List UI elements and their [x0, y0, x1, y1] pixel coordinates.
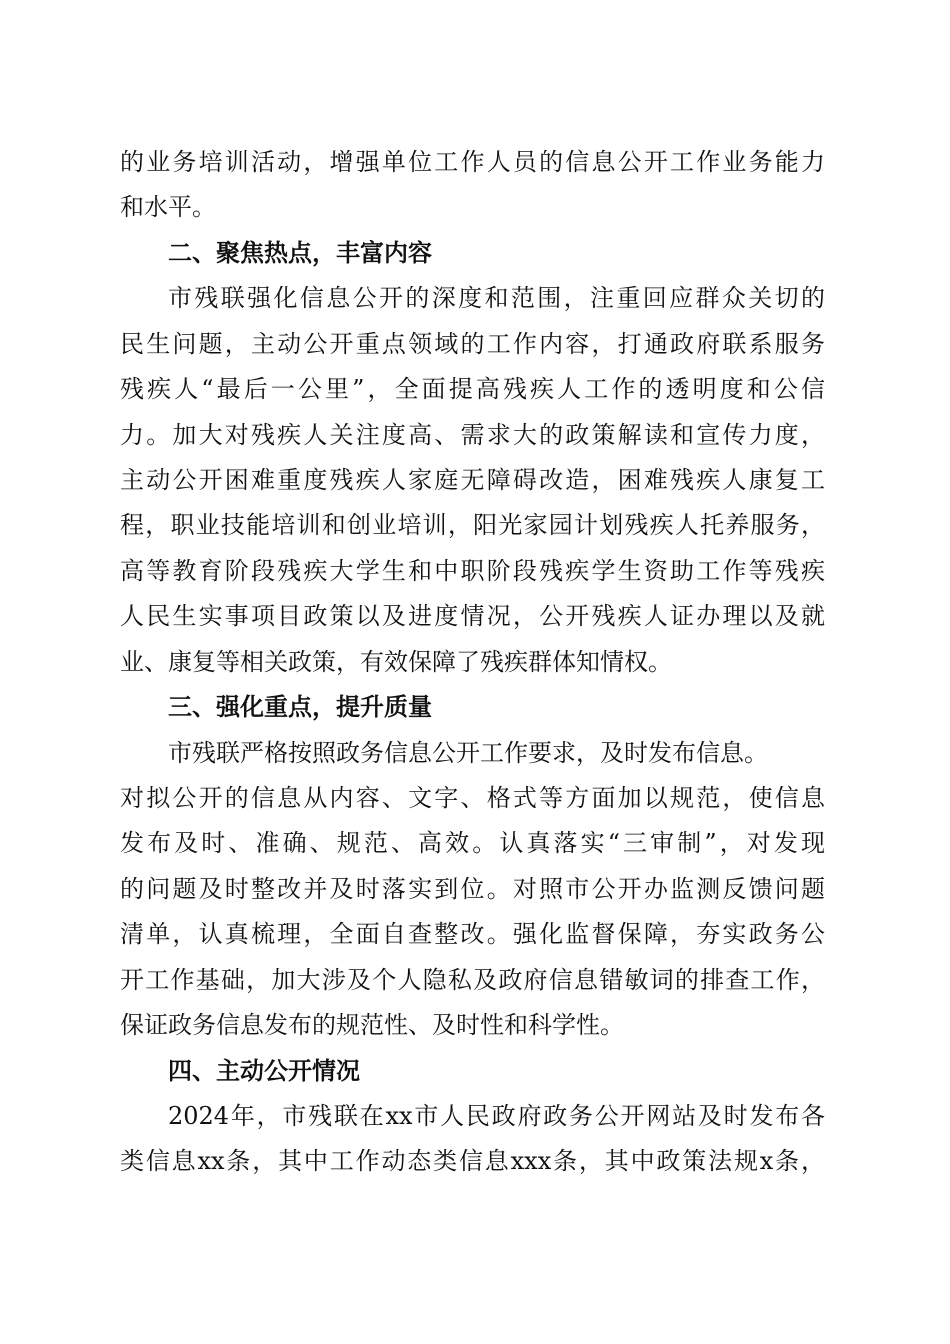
- paragraph-line: 残疾人“最后一公里”，全面提高残疾人工作的透明度和公信: [120, 375, 825, 403]
- paragraph-line: 主动公开困难重度残疾人家庭无障碍改造，困难残疾人康复工: [120, 466, 825, 494]
- section-heading: 二、聚焦热点，丰富内容: [168, 239, 432, 267]
- paragraph-line: 开工作基础，加大涉及个人隐私及政府信息错敏词的排查工作，: [120, 966, 825, 994]
- paragraph-line: 2024年，市残联在xx市人民政府政务公开网站及时发布各: [168, 1102, 825, 1130]
- paragraph-line: 清单，认真梳理，全面自查整改。强化监督保障，夯实政务公: [120, 920, 825, 948]
- paragraph-line: 市残联严格按照政务信息公开工作要求，及时发布信息。: [168, 739, 768, 767]
- paragraph-line: 对拟公开的信息从内容、文字、格式等方面加以规范，使信息: [120, 784, 825, 812]
- paragraph-line: 类信息xx条，其中工作动态类信息xxx条，其中政策法规x条，: [120, 1147, 825, 1175]
- paragraph-line: 高等教育阶段残疾大学生和中职阶段残疾学生资助工作等残疾: [120, 557, 825, 585]
- paragraph-line: 业、康复等相关政策，有效保障了残疾群体知情权。: [120, 648, 672, 676]
- section-heading: 三、强化重点，提升质量: [168, 693, 432, 721]
- paragraph-line: 和水平。: [120, 193, 216, 221]
- paragraph-line: 发布及时、准确、规范、高效。认真落实“三审制”，对发现: [120, 829, 825, 857]
- section-heading: 四、主动公开情况: [168, 1057, 360, 1085]
- paragraph-line: 人民生实事项目政策以及进度情况，公开残疾人证办理以及就: [120, 602, 825, 630]
- paragraph-line: 市残联强化信息公开的深度和范围，注重回应群众关切的: [168, 284, 825, 312]
- paragraph-line: 保证政务信息发布的规范性、及时性和科学性。: [120, 1011, 624, 1039]
- paragraph-line: 民生问题，主动公开重点领域的工作内容，打通政府联系服务: [120, 330, 825, 358]
- paragraph-line: 力。加大对残疾人关注度高、需求大的政策解读和宣传力度，: [120, 421, 825, 449]
- paragraph-line: 的业务培训活动，增强单位工作人员的信息公开工作业务能力: [120, 148, 825, 176]
- paragraph-line: 的问题及时整改并及时落实到位。对照市公开办监测反馈问题: [120, 875, 825, 903]
- paragraph-line: 程，职业技能培训和创业培训，阳光家园计划残疾人托养服务，: [120, 511, 825, 539]
